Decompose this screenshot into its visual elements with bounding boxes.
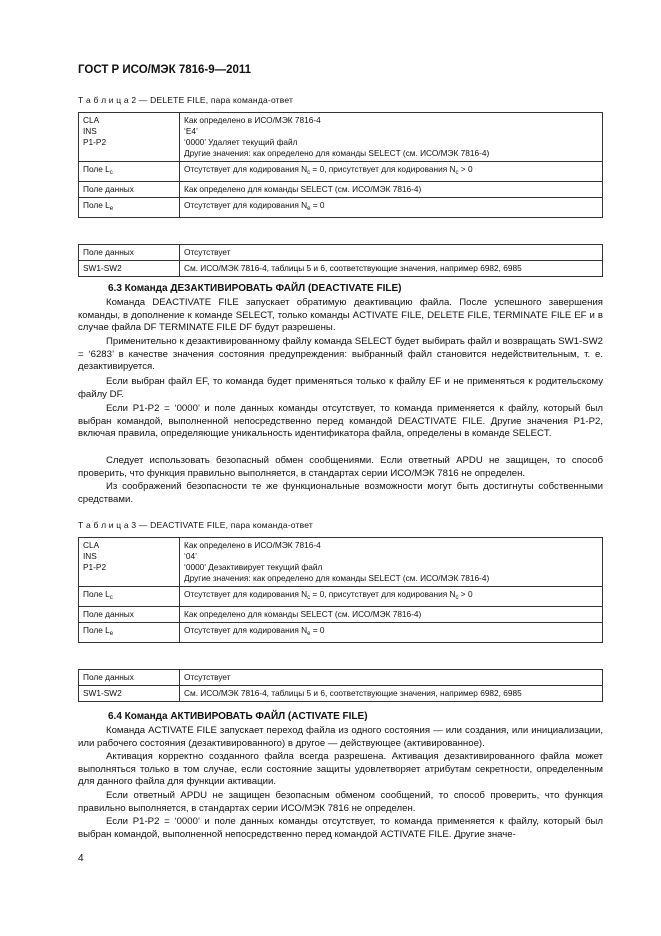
section-6-3-paragraph-6: Из соображений безопасности те же функциональные возможности могут быть достигнуты собственными средствами. (78, 481, 603, 505)
cla-value: Как определено в ИСО/МЭК 7816-4 (184, 115, 321, 125)
sw-value-cell: См. ИСО/МЭК 7816-4, таблицы 5 и 6, соответствующие значения, например 6982, 6985 (180, 261, 603, 277)
cmd-labels-cell (79, 113, 180, 162)
p1p2-other-value: Другие значения: как определено для команды SELECT (см. ИСО/МЭК 7816-4) (184, 148, 490, 158)
le-value-cell: Отсутствует для кодирования $N_e = 0$ (180, 623, 603, 643)
table2-response (78, 244, 603, 277)
table-row (79, 198, 603, 218)
data-value-cell: Как определено для команды SELECT (см. ИСО/МЭК 7816-4) (180, 182, 603, 198)
sw-label-cell: SW1-SW2 (79, 261, 180, 277)
table3-command (78, 537, 603, 643)
section-6-3-paragraph-5: Следует использовать безопасный обмен сообщениями. Если ответный APDU не защищен, то способ проверить, что функция правильно выполняется, в стандартах серии ИСО/МЭК 7816 не определен. (78, 455, 603, 479)
lc-label-cell: Поле $L_c$ (79, 587, 180, 607)
ins-label: INS (83, 126, 97, 136)
le-label-cell: Поле $L_e$ (79, 623, 180, 643)
section-6-3-paragraph-3: Если выбран файл EF, то команда будет применяться только к файлу EF и не применяться к родительскому файлу DF. (78, 376, 603, 400)
table2-command (78, 112, 603, 218)
section-6-4-paragraph-3: Если ответный APDU не защищен безопасным обменом сообщений, то способ проверить, что функция правильно выполняется, в стандартах серии ИСО/МЭК 7816 не определен. (78, 790, 603, 814)
section-6-4-title: 6.4 Команда АКТИВИРОВАТЬ ФАЙЛ (ACTIVATE FILE) (108, 711, 368, 722)
table-row (79, 182, 603, 198)
table-row (79, 686, 603, 702)
resp-data-label-cell: Поле данных (79, 245, 180, 261)
document-header: ГОСТ Р ИСО/МЭК 7816-9—2011 (78, 64, 252, 76)
lc-value-cell: Отсутствует для кодирования $N_c = 0$, присутствует для кодирования $N_c > 0$ (180, 162, 603, 182)
sw-label-cell: SW1-SW2 (79, 686, 180, 702)
cla-label: CLA (83, 540, 100, 550)
sw-value-cell: См. ИСО/МЭК 7816-4, таблицы 5 и 6, соответствующие значения, например 6982, 6985 (180, 686, 603, 702)
cmd-values-cell (180, 538, 603, 587)
cla-label: CLA (83, 115, 100, 125)
table-row (79, 670, 603, 686)
p1p2-value: ‘0000’ Дезактивирует текущий файл (184, 562, 323, 572)
section-6-4-paragraph-4: Если P1-P2 = ‘0000’ и поле данных команды отсутствует, то команда применяется к файлу, который был выбран командой, выполненной непосредственно перед командой ACTIVATE FILE. Другие значе- (78, 816, 603, 840)
lc-value-cell: Отсутствует для кодирования $N_c = 0$, присутствует для кодирования $N_c > 0$ (180, 587, 603, 607)
p1p2-label: P1-P2 (83, 562, 107, 572)
cmd-values-cell (180, 113, 603, 162)
p1p2-label: P1-P2 (83, 137, 107, 147)
page-number: 4 (78, 853, 84, 864)
p1p2-other-value: Другие значения: как определено для команды SELECT (см. ИСО/МЭК 7816-4) (184, 573, 490, 583)
data-label-cell: Поле данных (79, 607, 180, 623)
table-row (79, 261, 603, 277)
section-6-3-paragraph-4: Если P1-P2 = ‘0000’ и поле данных команды отсутствует, то команда применяется к файлу, который был выбран командой, выполненной непосредственно перед командой DEACTIVATE FILE. Другие значения P1-P2, включая правила, определяющие уникальность идентификатора файла, определены в команде SELECT. (78, 403, 603, 440)
section-6-3-paragraph-1: Команда DEACTIVATE FILE запускает обратимую деактивацию файла. После успешного завершения команды, в дополнение к команде SELECT, только команды ACTIVATE FILE, DELETE FILE, TERMINATE FILE EF и в случае файла DF TERMINATE FILE DF будут разрешены. (78, 297, 603, 334)
section-6-4-paragraph-1: Команда ACTIVATE FILE запускает переход файла из одного состояния — или создания, или инициализации, или рабочего состояния (дезактивированного) в другое — действующее (активированное). (78, 725, 603, 749)
ins-value: ‘E4’ (184, 126, 198, 136)
cla-value: Как определено в ИСО/МЭК 7816-4 (184, 540, 321, 550)
table-row (79, 607, 603, 623)
resp-data-value-cell: Отсутствует (180, 670, 603, 686)
section-6-4-paragraph-2: Активация корректно созданного файла всегда разрешена. Активация дезактивированного файла может выполняться только в том случае, если состояние защиты удовлетворяет атрибутам секретности, определенным для данного файла для функции активации. (78, 751, 603, 788)
p1p2-value: ‘0000’ Удаляет текущий файл (184, 137, 298, 147)
cmd-labels-cell (79, 538, 180, 587)
table3-caption: Т а б л и ц а 3 — DEACTIVATE FILE, пара команда-ответ (78, 520, 313, 530)
ins-value: ‘04’ (184, 551, 197, 561)
section-6-3-title: 6.3 Команда ДЕЗАКТИВИРОВАТЬ ФАЙЛ (DEACTIVATE FILE) (108, 283, 402, 294)
lc-label-cell: Поле $L_c$ (79, 162, 180, 182)
data-value-cell: Как определено для команды SELECT (см. ИСО/МЭК 7816-4) (180, 607, 603, 623)
le-value-cell: Отсутствует для кодирования $N_e = 0$ (180, 198, 603, 218)
table-row (79, 538, 603, 587)
table-row (79, 587, 603, 607)
resp-data-value-cell: Отсутствует (180, 245, 603, 261)
table-row (79, 245, 603, 261)
table-row (79, 623, 603, 643)
table-row (79, 113, 603, 162)
table3-response (78, 669, 603, 702)
le-label-cell: Поле $L_e$ (79, 198, 180, 218)
section-6-3-paragraph-2: Применительно к дезактивированному файлу команда SELECT будет выбирать файл и возвращать SW1-SW2 = ‘6283’ в качестве значения состояния предупреждения: выбранный файл становится недействительным, т. е. дезактивируется. (78, 336, 603, 373)
resp-data-label-cell: Поле данных (79, 670, 180, 686)
table2-caption: Т а б л и ц а 2 — DELETE FILE, пара команда-ответ (78, 95, 294, 105)
table-row (79, 162, 603, 182)
ins-label: INS (83, 551, 97, 561)
data-label-cell: Поле данных (79, 182, 180, 198)
